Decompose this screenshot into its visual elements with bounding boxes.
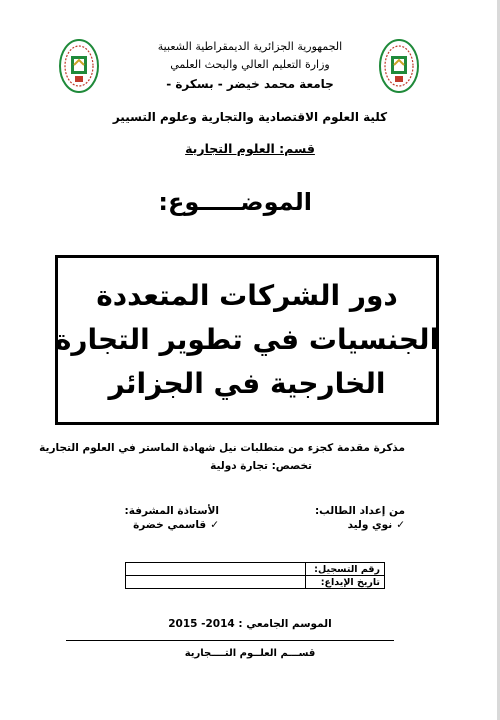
- footer-divider: [66, 640, 394, 641]
- deposit-date-label: تاريخ الإيداع:: [306, 576, 385, 589]
- check-icon: ✓: [210, 519, 219, 531]
- supervisor-name: قاسمي خضرة: [133, 519, 207, 531]
- subject-label: الموضـــــوع:: [158, 188, 312, 216]
- student-name: نوي وليد: [347, 519, 393, 531]
- thesis-title-line-3: الخارجية في الجزائر: [108, 367, 386, 400]
- footer-department: قســـم العلــوم التــــجارية: [184, 648, 316, 659]
- memo-description: مذكرة مقدمة كجزء من متطلبات نيل شهادة الماستر في العلوم التجارية: [39, 442, 405, 454]
- faculty-name: كلية العلوم الاقتصادية والتجارية وعلوم التسيير: [112, 110, 388, 124]
- check-icon: ✓: [396, 519, 405, 531]
- thesis-title-box: [55, 255, 439, 425]
- deposit-date-value: [126, 576, 306, 589]
- thesis-title-line-1: دور الشركات المتعددة: [96, 279, 398, 312]
- registration-table: [125, 562, 385, 589]
- student-name-row: [348, 519, 405, 531]
- supervisor-name-row: [133, 519, 219, 531]
- registration-number-label: رقم التسجيل:: [306, 563, 385, 576]
- table-row: [126, 576, 385, 589]
- specialization: تخصص: تجارة دولية: [210, 460, 312, 472]
- academic-year: الموسم الجامعي : 2014- 2015: [168, 618, 332, 630]
- republic-name: الجمهورية الجزائرية الديمقراطية الشعبية: [157, 40, 343, 53]
- supervisor-label: الأستاذة المشرفة:: [124, 505, 219, 517]
- university-name: جامعة محمد خيضر - بسكرة -: [166, 77, 334, 91]
- department-name: قسم: العلوم التجارية: [185, 141, 315, 156]
- thesis-title-line-2: الجنسيات في تطوير التجارة: [54, 323, 440, 356]
- registration-number-value: [126, 563, 306, 576]
- student-label: من إعداد الطالب:: [314, 505, 405, 517]
- table-row: [126, 563, 385, 576]
- ministry-name: وزارة التعليم العالي والبحث العلمي: [170, 58, 330, 71]
